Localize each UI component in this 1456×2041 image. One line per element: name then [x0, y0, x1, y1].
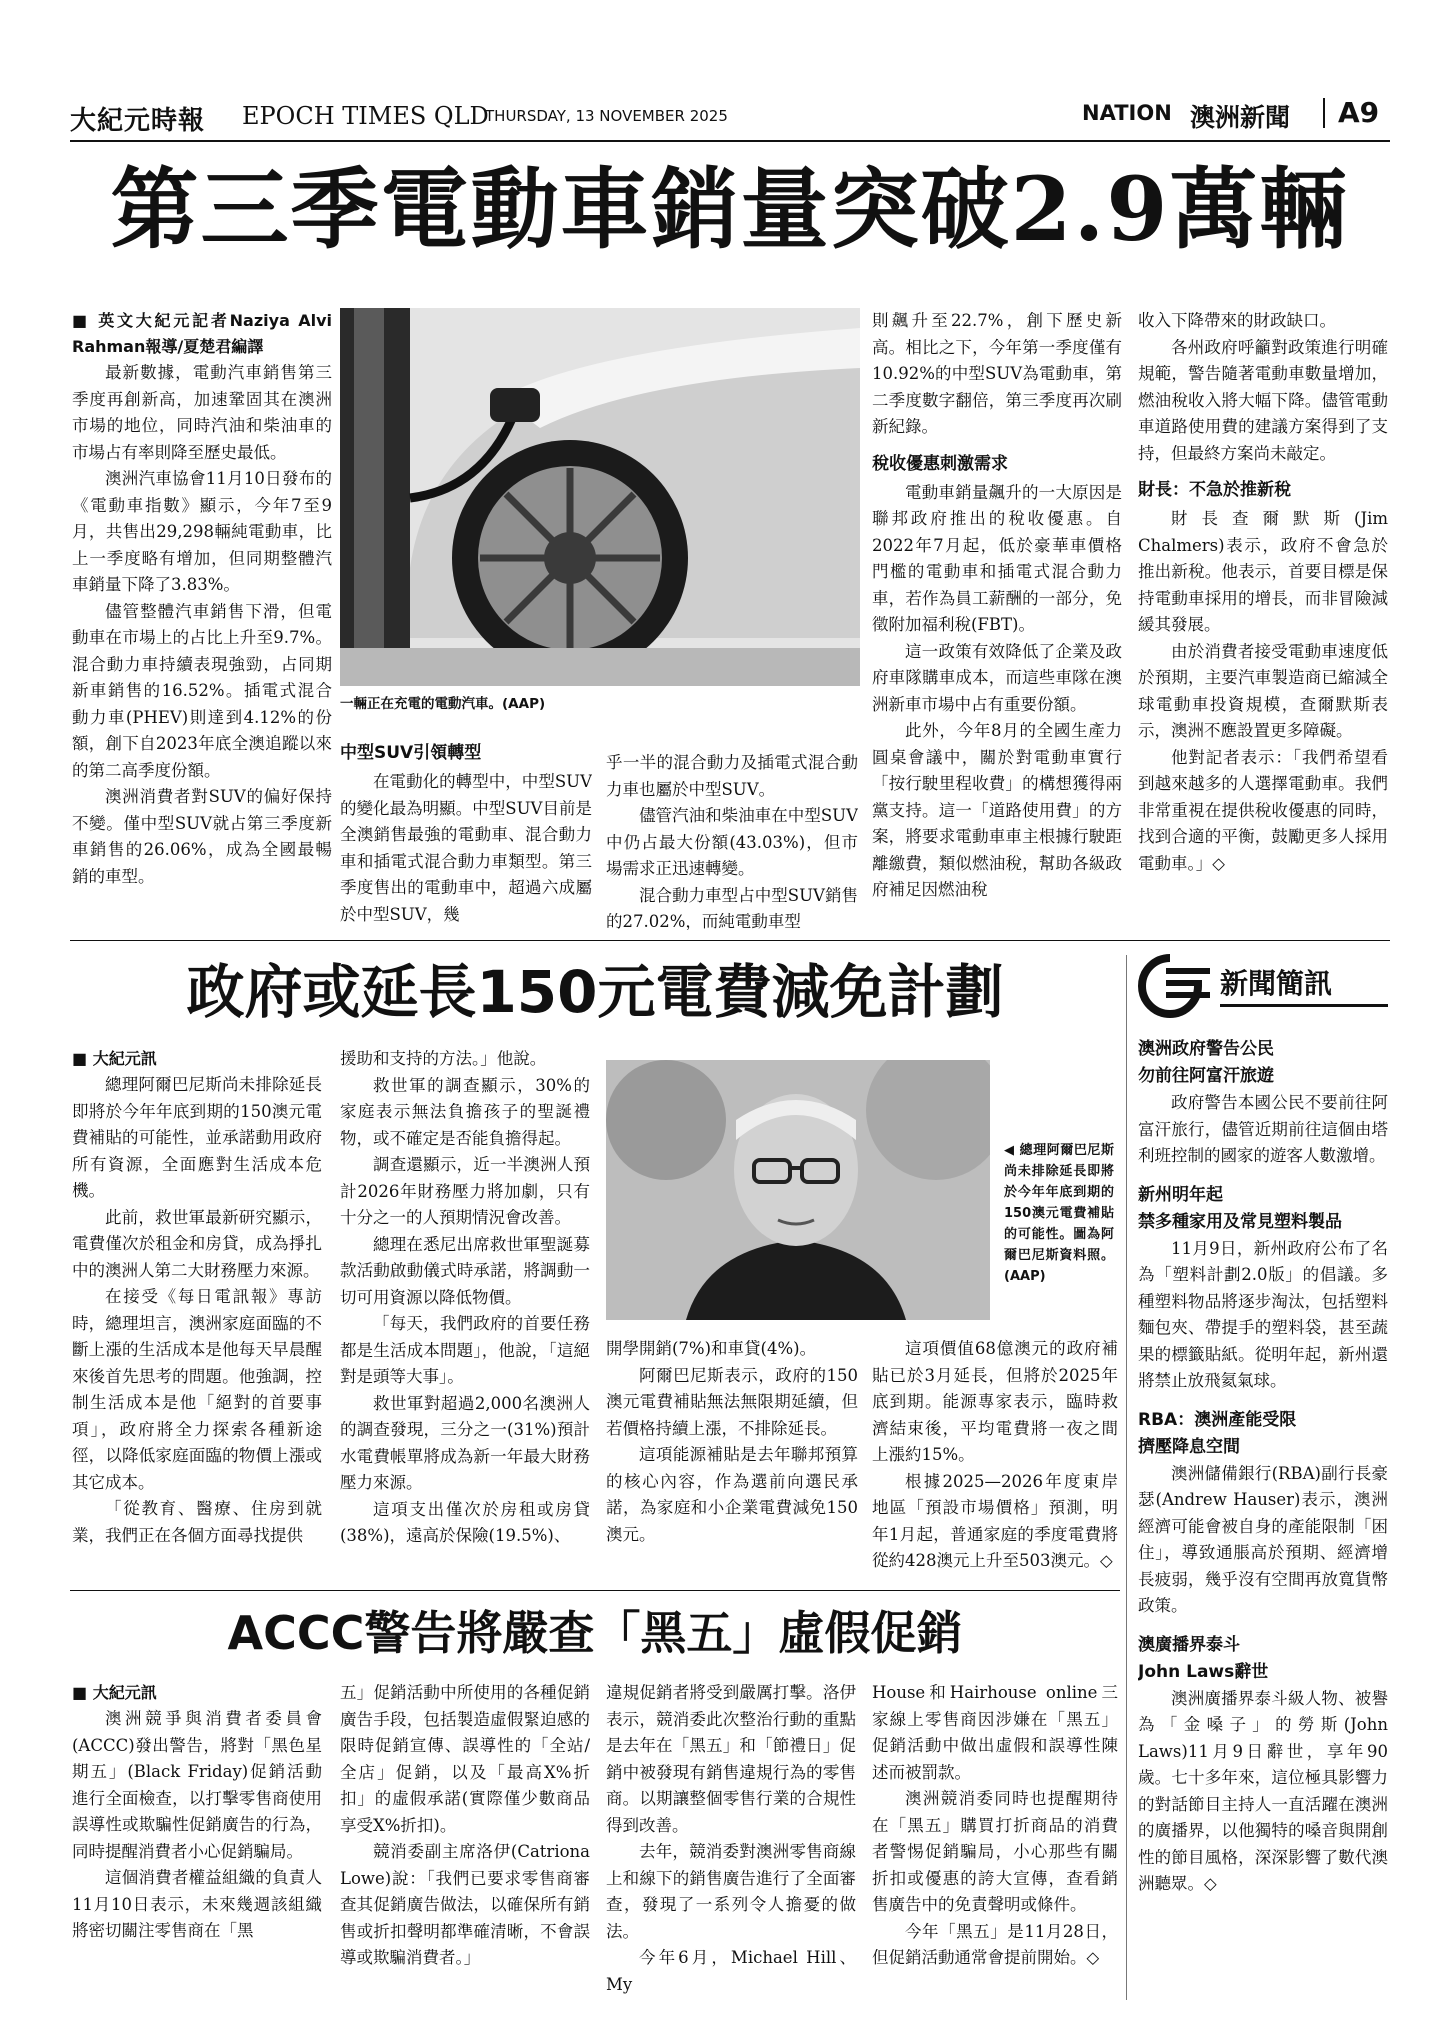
article2-photo-caption: ◀ 總理阿爾巴尼斯尚未排除延長即將於今年年底到期的150澳元電費補貼的可能性。圖為阿爾巴尼斯資料照。(AAP)	[1004, 1143, 1114, 1284]
car-charging-image	[340, 308, 860, 686]
paragraph: 違規促銷者將受到嚴厲打擊。洛伊表示，競消委此次整治行動的重點是去年在「黑五」和「節禮日」促銷中被發現有銷售違規行為的零售商。以期讓整個零售行業的合規性得到改善。	[606, 1683, 856, 1835]
brief-body: 政府警告本國公民不要前往阿富汗旅行，儘管近期前往這個由塔利班控制的國家的遊客人數激增。	[1138, 1093, 1388, 1165]
article1-subhead-treasurer: 財長：不急於推新稅	[1138, 480, 1291, 500]
brief-title: 勿前往阿富汗旅遊	[1138, 1066, 1274, 1086]
paragraph: 這項支出僅次於房租或房貸(38%)，遠高於保險(19.5%)、	[340, 1499, 590, 1545]
brief-body: 澳洲儲備銀行(RBA)副行長豪瑟(Andrew Hauser)表示，澳洲經濟可能會被自身的產能限制「困住」，導致通脹高於預期、經濟增長疲弱，幾乎沒有空間再放寬貨幣政策。	[1138, 1463, 1388, 1615]
headline-accc-black-friday: ACCC警告將嚴查「黑五」虛假促銷	[227, 1606, 963, 1660]
page-number: A9	[1338, 96, 1380, 129]
article1-col3	[606, 750, 858, 930]
briefs-list	[1138, 1036, 1388, 1996]
section-cn: 澳洲新聞	[1190, 103, 1291, 132]
article1-col5a-body	[1138, 308, 1388, 467]
section-en: NATION	[1082, 101, 1172, 125]
paragraph: 電動車銷量飆升的一大原因是聯邦政府推出的稅收優惠。自2022年7月起，低於豪華車價格門檻的電動車和插電式混合動力車，若作為員工薪酬的一部分，免徵附加福利稅(FBT)。	[872, 482, 1122, 634]
article1-col1-body	[72, 360, 332, 890]
paragraph: 收入下降帶來的財政缺口。	[1138, 311, 1336, 330]
paragraph: 最新數據，電動汽車銷售第三季度再創新高，加速鞏固其在澳洲市場的地位，同時汽油和柴油車的市場占有率則降至歷史最低。	[72, 363, 332, 462]
section-divider	[1323, 98, 1325, 128]
article3-col3	[606, 1680, 856, 2000]
article1-byline: ■ 英文大紀元記者Naziya Alvi Rahman報導/夏楚君編譯	[72, 308, 332, 360]
paragraph: 這項能源補貼是去年聯邦預算的核心內容，作為選前向選民承諾，為家庭和小企業電費減免150澳元。	[606, 1445, 858, 1544]
article3-byline: ■ 大紀元訊	[72, 1680, 322, 1706]
article1-col2-body	[340, 769, 592, 928]
article2-col1-body	[72, 1072, 322, 1549]
ev-charging-photo	[340, 308, 860, 686]
paragraph: 調查還顯示，近一半澳洲人預計2026年財務壓力將加劇，只有十分之一的人預期情況會改善。	[340, 1155, 590, 1227]
paragraph: 澳洲競爭與消費者委員會(ACCC)發出警告，將對「黑色星期五」(Black Friday)促銷活動進行全面檢查，以打擊零售商使用誤導性或欺騙性促銷廣告的行為，同時提醒消費者小心促銷騙局。	[72, 1709, 322, 1861]
paragraph: 各州政府呼籲對政策進行明確規範，警告隨著電動車數量增加，燃油稅收入將大幅下降。儘管電動車道路使用費的建議方案得到了支持，但最終方案尚未敲定。	[1138, 337, 1388, 463]
briefs-title-underline	[1220, 1004, 1388, 1007]
masthead-rule	[70, 140, 1390, 142]
paragraph: 澳洲消費者對SUV的偏好保持不變。僅中型SUV就占第三季度新車銷售的26.06%，成為全國最暢銷的車型。	[72, 787, 332, 886]
paragraph: 這一政策有效降低了企業及政府車隊購車成本，而這些車隊在澳洲新車市場中占有重要份額。	[872, 641, 1122, 714]
paragraph: 援助和支持的方法。」他說。	[340, 1049, 547, 1068]
paragraph: 競消委副主席洛伊(Catriona Lowe)說：「我們已要求零售商審查其促銷廣告做法，以確保所有銷售或折扣聲明都準確清晰，不會誤導或欺騙消費者。」	[340, 1842, 590, 1967]
brief-title: 擠壓降息空間	[1138, 1436, 1240, 1457]
paragraph: 五」促銷活動中所使用的各種促銷廣告手段，包括製造虛假緊迫感的限時促銷宣傳、誤導性的「全站/全店」促銷，以及「最高X%折扣」的虛假承諾(實際僅少數商品享受X%折扣)。	[340, 1683, 590, 1835]
paragraph: 總理在悉尼出席救世軍聖誕募款活動啟動儀式時承諾，將調動一切可用資源以降低物價。	[340, 1234, 590, 1307]
article2-col3	[606, 1336, 858, 1576]
paragraph: 在電動化的轉型中，中型SUV的變化最為明顯。中型SUV目前是全澳銷售最強的電動車、混合動力車和插電式混合動力車類型。第三季度售出的電動車中，超過六成屬於中型SUV，幾	[340, 772, 592, 924]
brief-body: 11月9日，新州政府公布了名為「塑料計劃2.0版」的倡議。多種塑料物品將逐步淘汰，包括塑料麵包夾、帶提手的塑料袋，甚至蔬果的標籤貼紙。從明年起，新州還將禁止放飛氦氣球。	[1138, 1238, 1388, 1390]
brief-title: RBA：澳洲產能受限	[1138, 1409, 1297, 1430]
paragraph: 在接受《每日電訊報》專訪時，總理坦言，澳洲家庭面臨的不斷上漲的生活成本是他每天早晨醒來後首先思考的問題。他強調，控制生活成本是他「絕對的首要事項」，政府將全力探索各種新途徑，以降低家庭面臨的物價上漲或其它成本。	[72, 1287, 322, 1492]
paragraph: 儘管整體汽車銷售下滑，但電動車在市場上的占比上升至9.7%。混合動力車持續表現強勁，占同期新車銷售的16.52%。插電式混合動力車(PHEV)則達到4.12%的份額，創下自2023年底全澳追蹤以來的第二高季度份額。	[72, 601, 332, 780]
article3-col2	[340, 1680, 590, 2000]
paragraph: 去年，競消委對澳洲零售商線上和線下的銷售廣告進行了全面審查，發現了一系列令人擔憂的做法。	[606, 1842, 856, 1941]
article2-col1	[72, 1046, 322, 1576]
brief-body: 澳洲廣播界泰斗級人物、被譽為「金嗓子」的勞斯(John Laws)11月9日辭世，享年90歲。七十多年來，這位極具影響力的對話節目主持人一直活躍在澳洲的廣播界，以他獨特的嗓音與開創性的節目風格，深深影響了數代澳洲聽眾。◇	[1138, 1688, 1388, 1893]
masthead	[70, 96, 1390, 136]
masthead-logo: 大紀元時報	[70, 106, 206, 136]
paragraph: 由於消費者接受電動車速度低於預期，主要汽車製造商已縮減全球電動車投資規模，查爾默斯表示，澳洲不應設置更多障礙。	[1138, 641, 1388, 740]
article1-col4	[872, 308, 1122, 930]
article1-subhead-suv: 中型SUV引領轉型	[340, 743, 482, 763]
article1-subhead-tax: 稅收優惠刺激需求	[872, 453, 1008, 474]
article1-col4b-body	[872, 480, 1122, 904]
paragraph: 儘管汽油和柴油車在中型SUV中仍占最大份額(43.03%)，但市場需求正迅速轉變。	[606, 806, 858, 878]
paragraph: 「每天，我們政府的首要任務都是生活成本問題」，他說，「這絕對是頭等大事」。	[340, 1314, 590, 1386]
article1-photo-caption: 一輛正在充電的電動汽車。(AAP)	[340, 696, 546, 712]
paragraph: 乎一半的混合動力及插電式混合動力車也屬於中型SUV。	[606, 753, 858, 799]
masthead-date: THURSDAY, 13 NOVEMBER 2025	[485, 107, 728, 125]
paragraph: 澳洲競消委同時也提醒期待在「黑五」購買打折商品的消費者警惕促銷騙局，小心那些有關折扣或優惠的誇大宣傳，查看銷售廣告中的免責聲明或條件。	[872, 1789, 1118, 1914]
brief-title: 澳廣播界泰斗	[1138, 1634, 1240, 1655]
article1-bottom-rule	[70, 940, 1390, 941]
brief-title: John Laws辭世	[1138, 1661, 1269, 1682]
article1-col5b-body	[1138, 506, 1388, 877]
paragraph: 澳洲汽車協會11月10日發布的《電動車指數》顯示，今年7至9月，共售出29,298輛純電動車，比上一季度略有增加，但同期整體汽車銷量下降了3.83%。	[72, 469, 332, 594]
article1-col4a-body	[872, 308, 1122, 441]
brief-title: 新州明年起	[1138, 1184, 1223, 1205]
article3-col1-body	[72, 1706, 322, 1945]
article2-col4	[872, 1336, 1118, 1576]
albanese-portrait-image	[606, 1060, 990, 1320]
article3-col1	[72, 1680, 322, 2000]
briefs-title: 新聞簡訊	[1220, 967, 1333, 1000]
paragraph: 總理阿爾巴尼斯尚未排除延長即將於今年年底到期的150澳元電費補貼的可能性，並承諾動用政府所有資源，全面應對生活成本危機。	[72, 1075, 322, 1200]
briefs-logo-icon	[1138, 954, 1218, 1018]
paragraph: 根據2025—2026年度東岸地區「預設市場價格」預測，明年1月起，普通家庭的季度電費將從約428澳元上升至503澳元。◇	[872, 1471, 1118, 1570]
paragraph: 這項價值68億澳元的政府補貼已於3月延長，但將於2025年底到期。能源專家表示，臨時救濟結束後，平均電費將一夜之間上漲約15%。	[872, 1339, 1118, 1464]
paragraph: House和Hairhouse online三家線上零售商因涉嫌在「黑五」促銷活動中做出虛假和誤導性陳述而被罰款。	[872, 1683, 1118, 1782]
paragraph: 此外，今年8月的全國生產力圓桌會議中，關於對電動車實行「按行駛里程收費」的構想獲得兩黨支持。這一「道路使用費」的方案，將要求電動車車主根據行駛距離繳費，類似燃油稅，幫助各級政府補足因燃油稅	[872, 721, 1122, 899]
article1-col5	[1138, 308, 1388, 930]
paragraph: 這個消費者權益組織的負責人11月10日表示，未來幾週該組織將密切關注零售商在「黑	[72, 1868, 322, 1940]
paragraph: 救世軍對超過2,000名澳洲人的調查發現，三分之一(31%)預計水電費帳單將成為新一年最大財務壓力來源。	[340, 1393, 590, 1492]
albanese-photo	[606, 1060, 990, 1320]
headline-power-rebate: 政府或延長150元電費減免計劃	[186, 958, 1004, 1026]
paragraph: 此前，救世軍最新研究顯示，電費僅次於租金和房貸，成為掙扎中的澳洲人第二大財務壓力來源。	[72, 1207, 322, 1280]
briefs-divider	[1126, 955, 1127, 2000]
paragraph: 財長查爾默斯(Jim Chalmers)表示，政府不會急於推出新稅。他表示，首要目標是保持電動車採用的增長，而非冒險減緩其發展。	[1138, 509, 1388, 634]
paragraph: 今年「黑五」是11月28日，但促銷活動通常會提前開始。◇	[872, 1921, 1118, 1967]
paragraph: 則飆升至22.7%，創下歷史新高。相比之下，今年第一季度僅有10.92%的中型SUV為電動車，第二季度數字翻倍，第三季度再次刷新紀錄。	[872, 311, 1122, 436]
brief-title: 澳洲政府警告公民	[1138, 1039, 1274, 1059]
masthead-paper-name: EPOCH TIMES QLD	[242, 102, 489, 130]
paragraph: 他對記者表示：「我們希望看到越來越多的人選擇電動車。我們非常重視在提供稅收優惠的同時，找到合適的平衡，鼓勵更多人採用電動車。」◇	[1138, 747, 1388, 873]
brief-title: 禁多種家用及常見塑料製品	[1138, 1211, 1342, 1232]
paragraph: 今年6月，Michael Hill、My	[606, 1948, 856, 1994]
paragraph: 阿爾巴尼斯表示，政府的150澳元電費補貼無法無限期延續，但若價格持續上漲，不排除延長。	[606, 1365, 858, 1438]
paragraph: 救世軍的調查顯示，30%的家庭表示無法負擔孩子的聖誕禮物，或不確定是否能負擔得起。	[340, 1075, 590, 1148]
article2-col2	[340, 1046, 590, 1576]
article2-byline: ■ 大紀元訊	[72, 1046, 322, 1072]
headline-ev-sales: 第三季電動車銷量突破2.9萬輛	[110, 157, 1350, 261]
paragraph: 開學開銷(7%)和車貸(4%)。	[606, 1339, 817, 1358]
article3-col4	[872, 1680, 1118, 2000]
article1-col1	[72, 308, 332, 928]
paragraph: 「從教育、醫療、住房到就業，我們正在各個方面尋找提供	[72, 1499, 322, 1545]
article1-col2	[340, 740, 592, 930]
briefs-header	[1138, 952, 1390, 1022]
paragraph: 混合動力車型占中型SUV銷售的27.02%，而純電動車型	[606, 885, 858, 930]
article2-bottom-rule	[70, 1590, 1120, 1591]
